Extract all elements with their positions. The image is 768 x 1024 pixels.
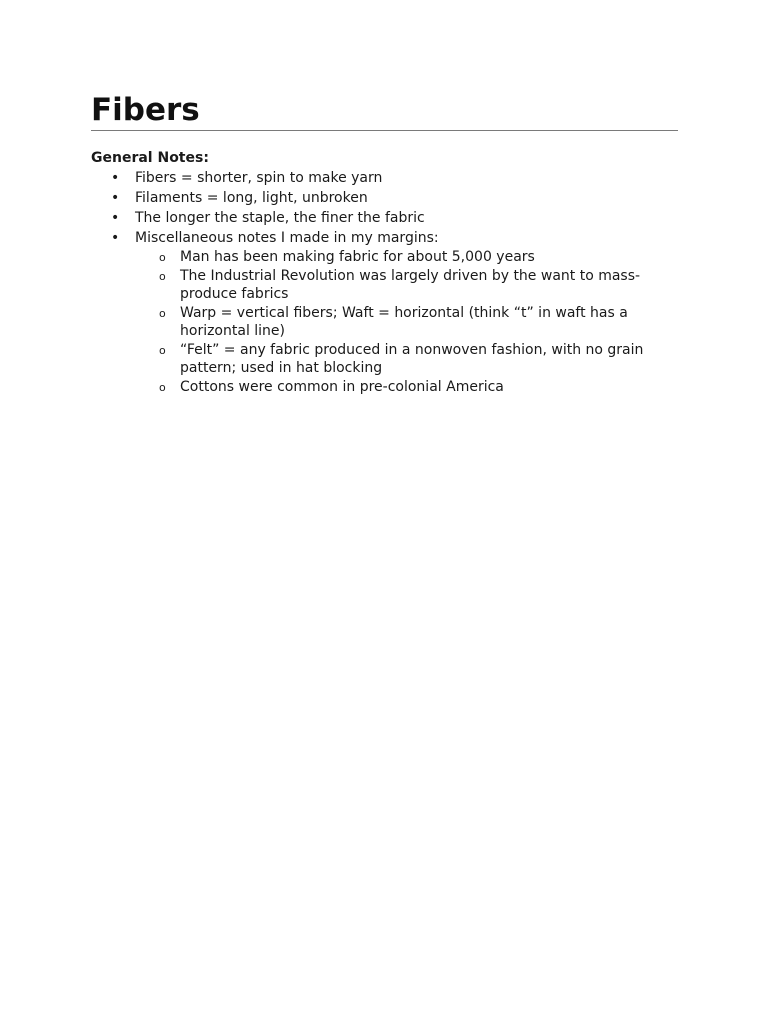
circle-bullet-icon: o xyxy=(159,344,166,357)
sub-list-item-text: Warp = vertical fibers; Waft = horizontal (think “t” in waft has a horizontal line) xyxy=(180,305,628,339)
document-page xyxy=(91,90,678,398)
list-item-text: Filaments = long, light, unbroken xyxy=(135,190,368,206)
bullet-icon: • xyxy=(111,190,120,206)
circle-bullet-icon: o xyxy=(159,251,166,264)
page-title: Fibers xyxy=(91,92,200,128)
margin-notes-list xyxy=(135,248,678,396)
list-item-text: Miscellaneous notes I made in my margins: xyxy=(135,230,439,246)
list-item xyxy=(91,229,678,396)
title-underline xyxy=(91,130,678,131)
sub-list-item xyxy=(135,378,678,396)
list-item xyxy=(91,209,678,227)
list-item-text: The longer the staple, the finer the fabric xyxy=(135,210,425,226)
section-heading: General Notes: xyxy=(91,150,209,166)
list-item-text: Fibers = shorter, spin to make yarn xyxy=(135,170,383,186)
sub-list-item-text: “Felt” = any fabric produced in a nonwoven fashion, with no grain pattern; used in hat blocking xyxy=(180,342,644,376)
sub-list-item xyxy=(135,267,678,303)
sub-list-item xyxy=(135,341,678,377)
bullet-icon: • xyxy=(111,170,120,186)
sub-list-item xyxy=(135,248,678,266)
circle-bullet-icon: o xyxy=(159,381,166,394)
circle-bullet-icon: o xyxy=(159,270,166,283)
circle-bullet-icon: o xyxy=(159,307,166,320)
list-item xyxy=(91,169,678,187)
notes-list xyxy=(91,169,678,396)
sub-list-item xyxy=(135,304,678,340)
sub-list-item-text: Cottons were common in pre-colonial America xyxy=(180,379,504,395)
sub-list-item-text: Man has been making fabric for about 5,000 years xyxy=(180,249,535,265)
bullet-icon: • xyxy=(111,210,120,226)
list-item xyxy=(91,189,678,207)
sub-list-item-text: The Industrial Revolution was largely driven by the want to mass-produce fabrics xyxy=(180,268,641,302)
bullet-icon: • xyxy=(111,230,120,246)
